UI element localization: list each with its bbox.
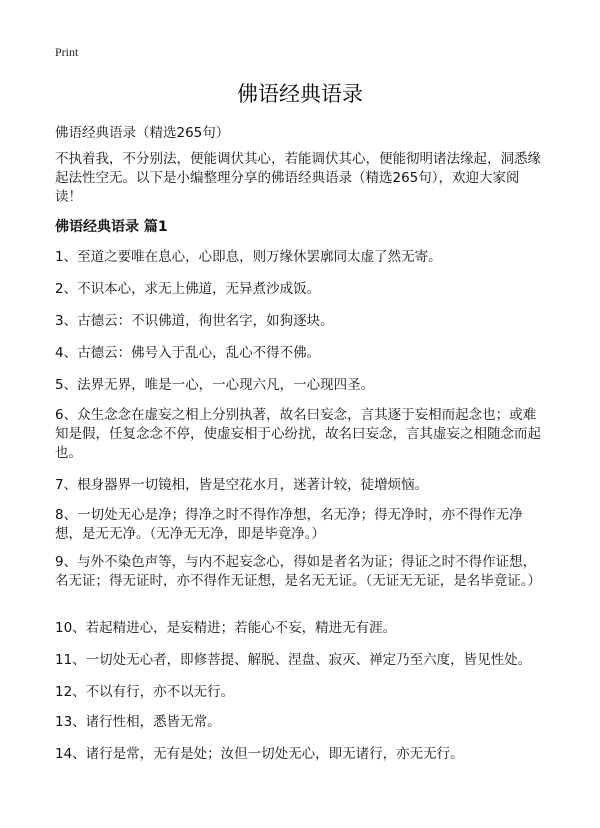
document-title: 佛语经典语录	[237, 82, 363, 106]
list-item: 1、至道之要唯在息心，心即息，则万缘休罢廓同太虚了然无寄。	[55, 249, 442, 265]
list-item: 14、诸行是常，无有是处；汝但一切处无心，即无诸行，亦无无行。	[55, 746, 464, 762]
list-item: 13、诸行性相，悉皆无常。	[55, 714, 221, 730]
list-item: 6、众生念念在虚妄之相上分别执著，故名曰妄念，言其逐于妄相而起念也；或难知是假，任复念念不停，使虚妄相于心纷扰，故名曰妄念，言其虚妄之相随念而起也。	[55, 407, 541, 461]
list-item: 9、与外不染色声等，与内不起妄念心，得如是者名为证；得证之时不得作证想，名无证；得无证时，亦不得作无证想，是名无无证。（无证无无证，是名毕竟证。）	[55, 554, 541, 589]
intro-paragraph: 不执着我，不分别法，便能调伏其心，若能调伏其心，便能彻明诸法缘起，洞悉缘起法性空无。以下是小编整理分享的佛语经典语录（精选265句），欢迎大家阅读！	[55, 151, 541, 205]
list-item: 4、古德云：佛号入于乱心，乱心不得不佛。	[55, 345, 321, 361]
list-item: 8、一切处无心是净；得净之时不得作净想，名无净；得无净时，亦不得作无净想，是无无净。（无净无无净，即是毕竟净。）	[55, 507, 523, 542]
list-item: 2、不识本心，求无上佛道，无异煮沙成饭。	[55, 281, 321, 297]
list-item: 11、一切处无心者，即修菩提、解脱、涅盘、寂灭、禅定乃至六度，皆见性处。	[55, 652, 532, 668]
print-link[interactable]: Print	[55, 45, 79, 59]
list-item: 10、若起精进心，是妄精进；若能心不妄，精进无有涯。	[55, 620, 397, 636]
list-item: 7、根身器界一切镜相，皆是空花水月，迷著计较，徒增烦恼。	[55, 477, 429, 493]
list-item: 3、古德云：不识佛道，徇世名字，如狗逐块。	[55, 313, 334, 329]
list-item: 12、不以有行，亦不以无行。	[55, 684, 235, 700]
list-item: 5、法界无界，唯是一心，一心现六凡，一心现四圣。	[55, 377, 375, 393]
section-heading: 佛语经典语录 篇1	[55, 219, 168, 235]
document-subtitle: 佛语经典语录（精选265句）	[55, 125, 230, 141]
